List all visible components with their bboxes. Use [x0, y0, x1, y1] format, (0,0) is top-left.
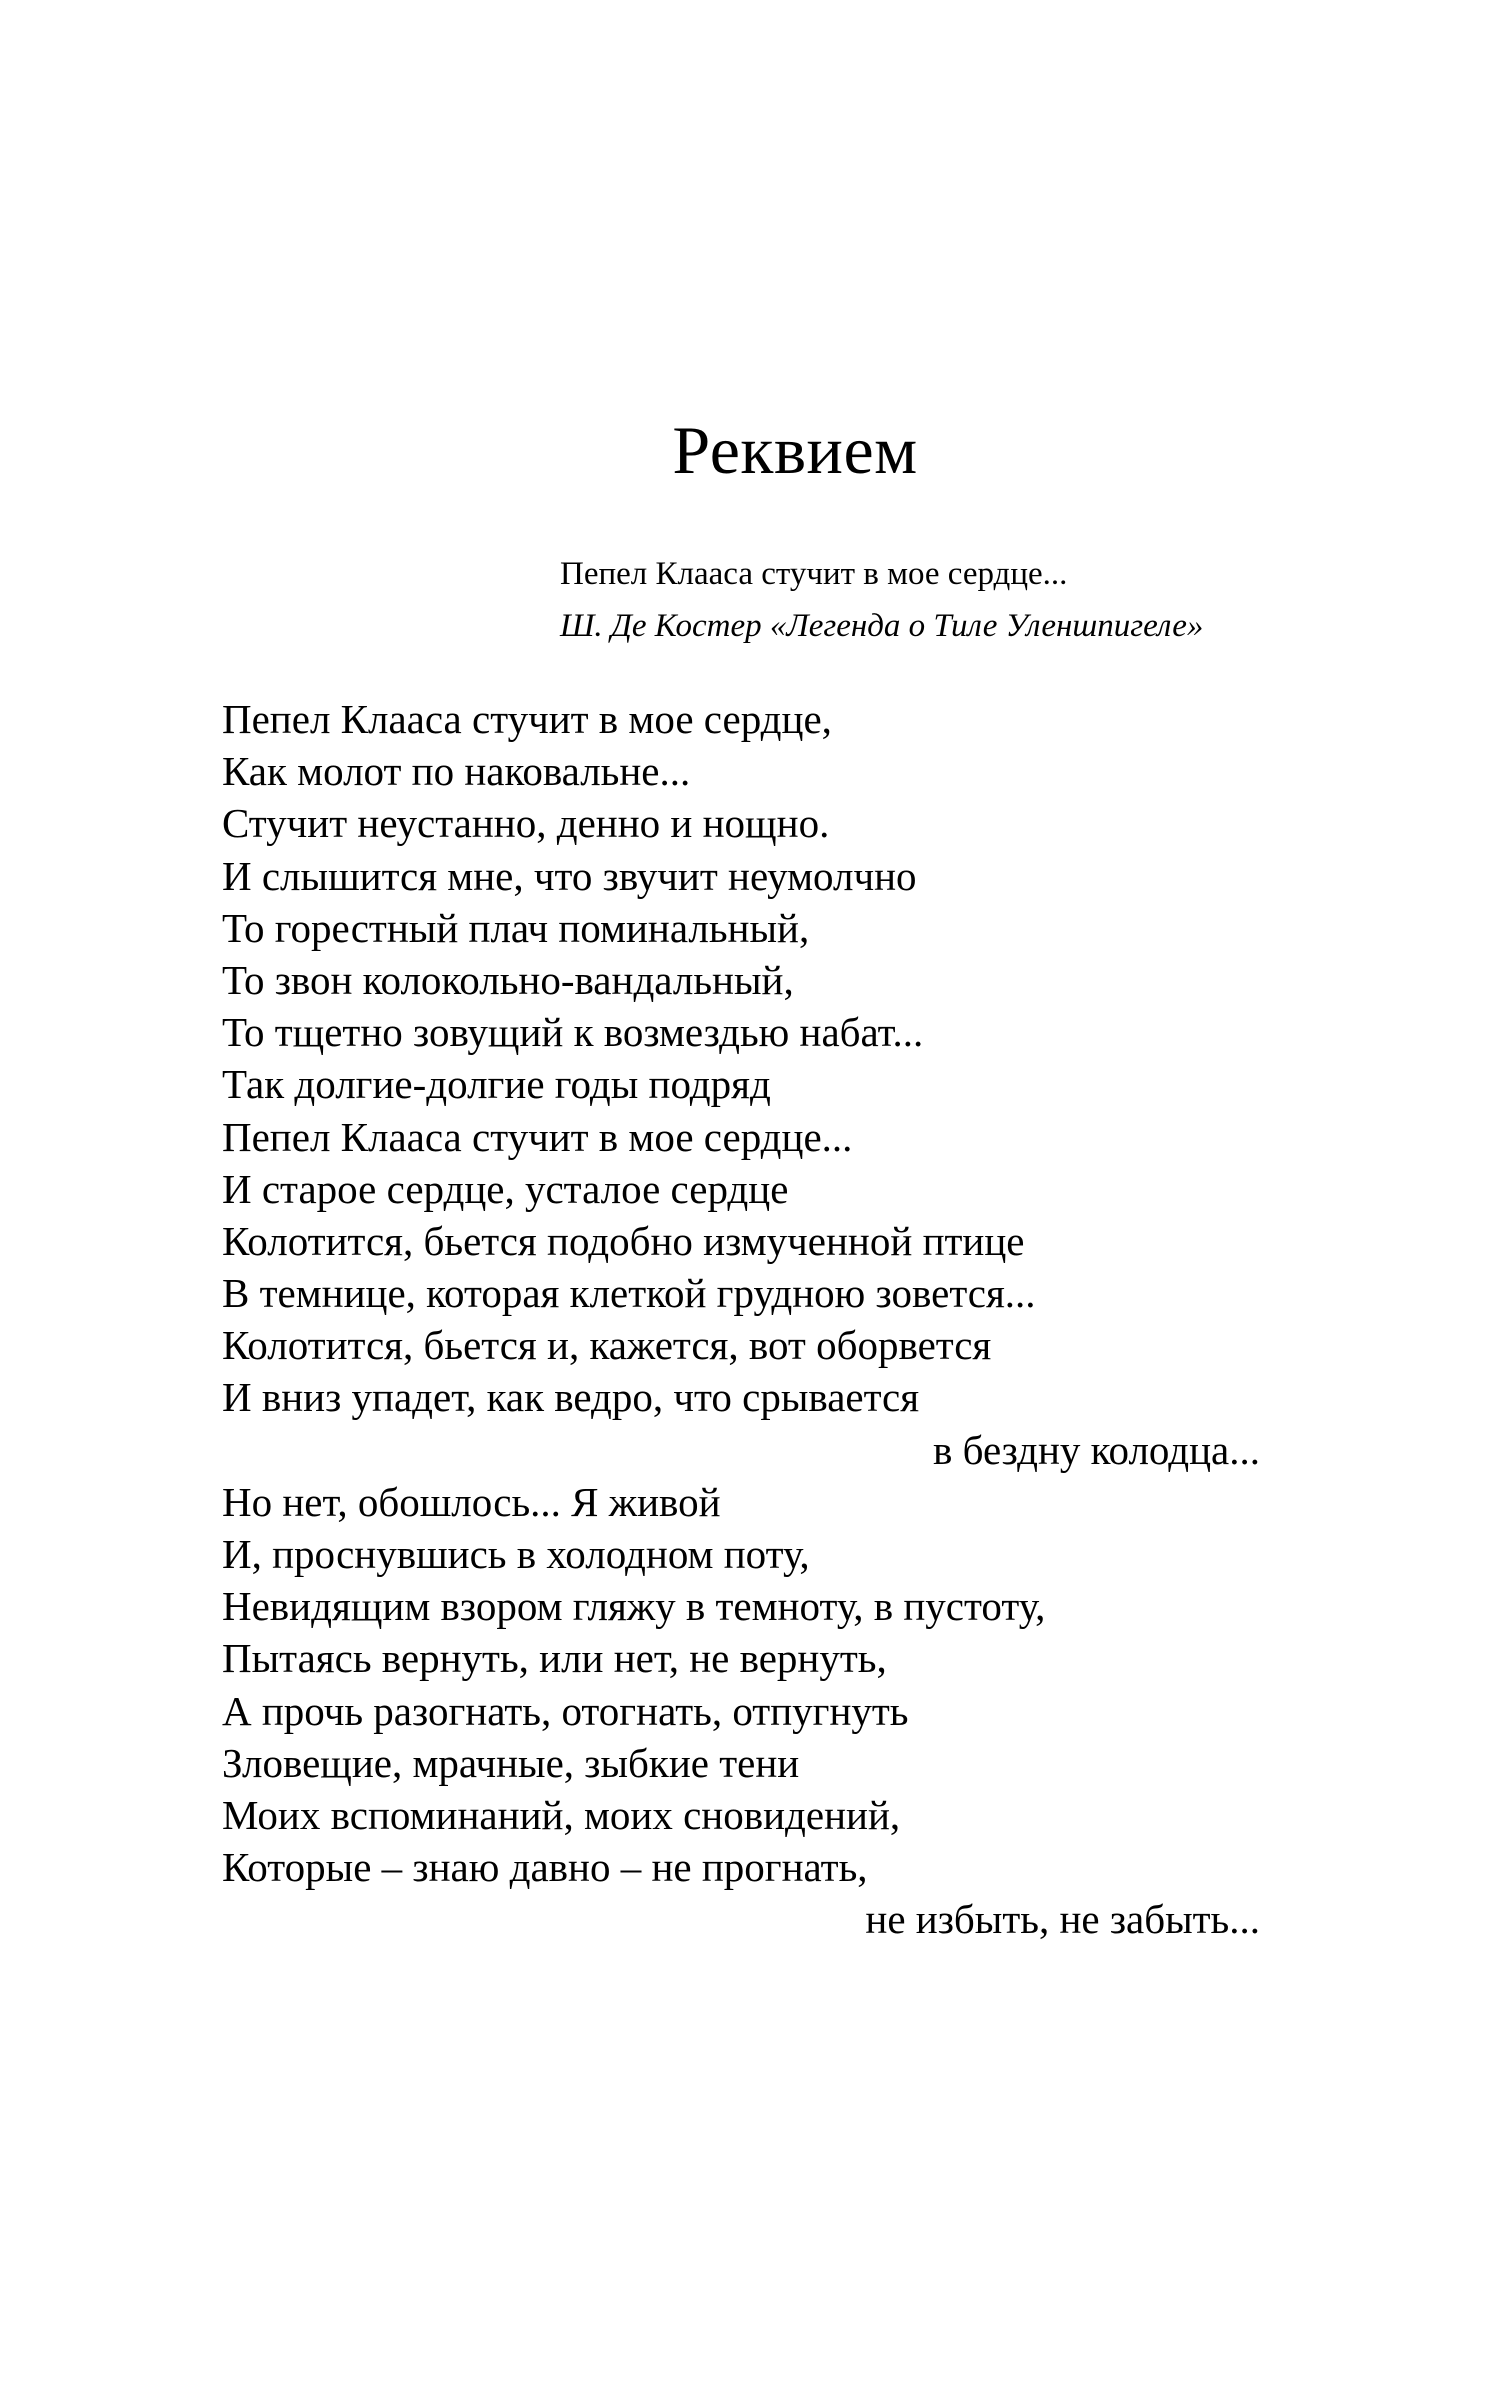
poem-line: В темнице, которая клеткой грудною зовется...: [222, 1270, 1036, 1317]
poem-line: И вниз упадет, как ведро, что срывается: [222, 1374, 920, 1421]
poem-line: Пепел Клааса стучит в мое сердце,: [222, 696, 832, 742]
poem-line: Так долгие-долгие годы подряд: [222, 1061, 771, 1108]
poem-line: Которые – знаю давно – не прогнать,: [222, 1844, 868, 1891]
poem-line: Колотится, бьется и, кажется, вот оборвется: [222, 1322, 992, 1369]
poem-line: Как молот по наковальне...: [222, 748, 691, 795]
poem-line: Пытаясь вернуть, или нет, не вернуть,: [222, 1635, 887, 1682]
poem-title: Реквием: [672, 412, 918, 488]
poem-line: То звон колокольно-вандальный,: [222, 956, 794, 1003]
epigraph: [560, 548, 1260, 652]
poem-line: Стучит неустанно, денно и нощно.: [222, 800, 830, 847]
poem-line: Колотится, бьется подобно измученной птице: [222, 1217, 1025, 1264]
poem-line: Моих вспоминаний, моих сновидений,: [222, 1791, 901, 1838]
poem-line: То тщетно зовущий к возмездью набат...: [222, 1009, 924, 1056]
poem-line: Невидящим взором гляжу в темноту, в пустоту,: [222, 1583, 1046, 1630]
poem-line: То горестный плач поминальный,: [222, 904, 810, 951]
poem-line-continuation: в бездну колодца...: [933, 1426, 1260, 1473]
poem-line: Пепел Клааса стучит в мое сердце...: [222, 1113, 853, 1160]
poem-body: [222, 693, 1260, 1946]
poem-line-continuation: не избыть, не забыть...: [865, 1896, 1260, 1943]
epigraph-quote: Пепел Клааса стучит в мое сердце...: [560, 556, 1068, 592]
poem-line: И, проснувшись в холодном поту,: [222, 1531, 810, 1577]
epigraph-source: Ш. Де Костер «Легенда о Тиле Уленшпигеле»: [560, 608, 1204, 644]
poem-line: И старое сердце, усталое сердце: [222, 1165, 789, 1212]
poem-line: А прочь разогнать, отогнать, отпугнуть: [222, 1687, 909, 1734]
poem-line: Зловещие, мрачные, зыбкие тени: [222, 1739, 800, 1786]
poem-line: И слышится мне, что звучит неумолчно: [222, 852, 917, 899]
poem-line: Но нет, обошлось... Я живой: [222, 1478, 721, 1525]
